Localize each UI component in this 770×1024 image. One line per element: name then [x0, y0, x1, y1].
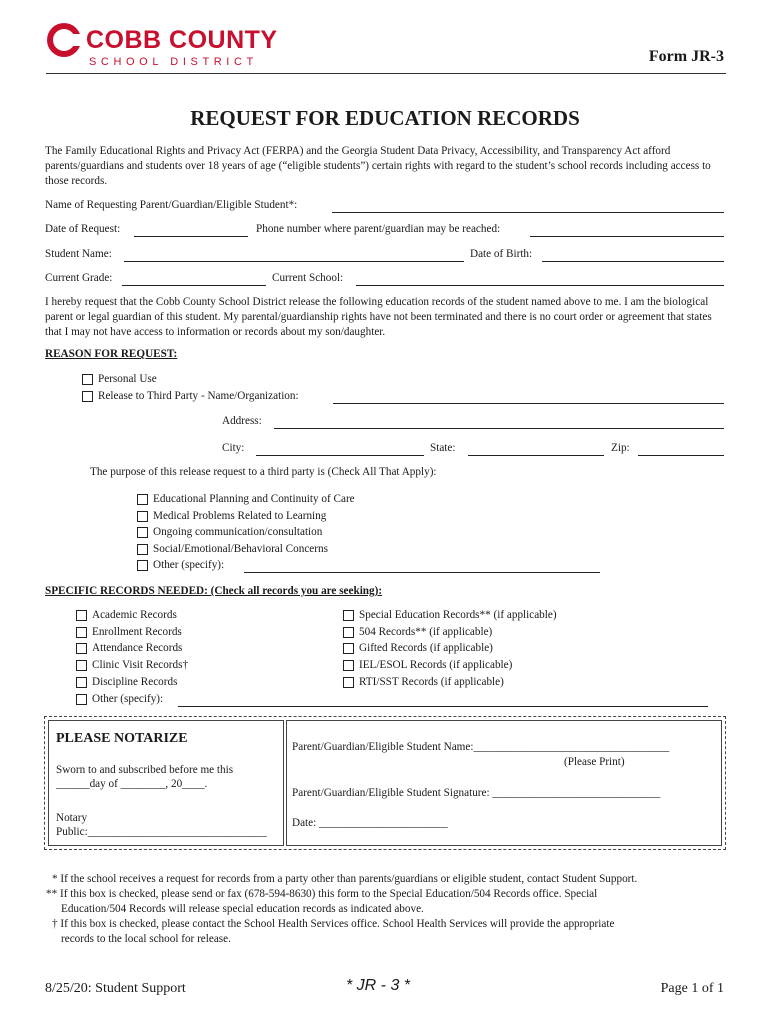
parent-name-field[interactable]: Parent/Guardian/Eligible Student Name:___________________________________	[292, 741, 670, 753]
third-party-input[interactable]	[333, 403, 724, 404]
purpose-label: Other (specify):	[153, 559, 225, 571]
school-input[interactable]	[356, 285, 724, 286]
record-label: IEL/ESOL Records (if applicable)	[359, 659, 513, 671]
request-statement: I hereby request that the Cobb County School District release the following education records of the student named above to me. I am the biological parent or legal guardian of this student. My parental/guardianship rights have not been terminated and there is no court order or agreement that states that I may not have access to information or records about my son/daughter.	[45, 296, 712, 338]
notarize-heading: PLEASE NOTARIZE	[56, 731, 188, 746]
record-label: Attendance Records	[92, 642, 183, 654]
date-field[interactable]: Date: _______________________	[292, 817, 448, 829]
purpose-label: Medical Problems Related to Learning	[153, 510, 327, 522]
sworn-text: Sworn to and subscribed before me this	[56, 764, 234, 776]
record-label: RTI/SST Records (if applicable)	[359, 676, 504, 688]
zip-input[interactable]	[638, 455, 724, 456]
personal-use-checkbox[interactable]	[82, 374, 93, 385]
purpose-label: Social/Emotional/Behavioral Concerns	[153, 543, 328, 555]
record-label: 504 Records** (if applicable)	[359, 626, 493, 638]
address-label: Address:	[222, 415, 262, 427]
record-checkbox[interactable]	[343, 610, 354, 621]
city-input[interactable]	[256, 455, 424, 456]
purpose-checkbox[interactable]	[137, 494, 148, 505]
footer-page-number: Page 1 of 1	[660, 981, 724, 996]
sworn-date-text: ______day of ________, 20____.	[56, 778, 208, 790]
footnote-double-star: ** If this box is checked, please send or fax (678-594-8630) this form to the Special Education/504 Records office. Special	[46, 888, 598, 900]
date-of-request-input[interactable]	[134, 236, 248, 237]
purpose-label: Ongoing communication/consultation	[153, 526, 323, 538]
record-checkbox[interactable]	[343, 677, 354, 688]
reason-heading: REASON FOR REQUEST:	[45, 348, 178, 360]
requester-input[interactable]	[332, 212, 724, 213]
footnote-dagger: † If this box is checked, please contact the School Health Services office. School Health Services will provide the appropriate	[52, 918, 615, 930]
purpose-checkbox[interactable]	[137, 544, 148, 555]
record-other-input[interactable]	[178, 706, 708, 707]
notary-label: Notary	[56, 812, 88, 824]
intro-paragraph: The Family Educational Rights and Privacy Act (FERPA) and the Georgia Student Data Privacy, Accessibility, and Transparency Act afford parents/guardians and students over 18 years of age (“eligible students”) certain rights with regard to the student’s school records including access to those records.	[45, 145, 711, 187]
purpose-checkbox[interactable]	[137, 511, 148, 522]
state-input[interactable]	[468, 455, 604, 456]
signature-field[interactable]: Parent/Guardian/Eligible Student Signature: ______________________________	[292, 787, 661, 799]
record-label: Gifted Records (if applicable)	[359, 642, 493, 654]
record-checkbox[interactable]	[76, 660, 87, 671]
record-label: Enrollment Records	[92, 626, 182, 638]
record-checkbox[interactable]	[343, 643, 354, 654]
student-name-label: Student Name:	[45, 248, 112, 260]
purpose-prompt: The purpose of this release request to a third party is (Check All That Apply):	[90, 466, 437, 478]
phone-input[interactable]	[530, 236, 724, 237]
dob-input[interactable]	[542, 261, 724, 262]
notary-public-field[interactable]: Public:________________________________	[56, 826, 267, 838]
purpose-checkbox[interactable]	[137, 527, 148, 538]
record-checkbox[interactable]	[76, 627, 87, 638]
record-checkbox[interactable]	[76, 643, 87, 654]
phone-label: Phone number where parent/guardian may be reached:	[256, 223, 501, 235]
purpose-other-input[interactable]	[244, 572, 600, 573]
grade-input[interactable]	[122, 285, 266, 286]
footer-left: 8/25/20: Student Support	[45, 981, 186, 996]
page-title: REQUEST FOR EDUCATION RECORDS	[190, 106, 580, 130]
record-label: Discipline Records	[92, 676, 178, 688]
address-input[interactable]	[274, 428, 724, 429]
footnote-star: * If the school receives a request for records from a party other than parents/guardians or eligible student, contact Student Support.	[52, 873, 638, 885]
student-name-input[interactable]	[124, 261, 464, 262]
record-checkbox[interactable]	[343, 660, 354, 671]
city-label: City:	[222, 442, 245, 454]
school-label: Current School:	[272, 272, 344, 284]
records-heading: SPECIFIC RECORDS NEEDED: (Check all records you are seeking):	[45, 585, 383, 597]
third-party-checkbox[interactable]	[82, 391, 93, 402]
state-label: State:	[430, 442, 456, 454]
grade-label: Current Grade:	[45, 272, 113, 284]
record-label: Academic Records	[92, 609, 177, 621]
personal-use-label: Personal Use	[98, 373, 157, 385]
logo-subtitle: SCHOOL DISTRICT	[89, 56, 258, 68]
purpose-checkbox[interactable]	[137, 560, 148, 571]
form-id: Form JR-3	[648, 48, 724, 65]
header-rule	[46, 73, 726, 74]
record-checkbox[interactable]	[76, 677, 87, 688]
third-party-label: Release to Third Party - Name/Organization:	[98, 390, 299, 402]
record-checkbox[interactable]	[343, 627, 354, 638]
record-label: Special Education Records** (if applicable)	[359, 609, 557, 621]
date-of-request-label: Date of Request:	[45, 223, 121, 235]
footnote-dagger-cont: records to the local school for release.	[61, 933, 231, 945]
zip-label: Zip:	[611, 442, 630, 454]
record-checkbox[interactable]	[76, 610, 87, 621]
footnote-double-star-cont: Education/504 Records will release special education records as indicated above.	[61, 903, 424, 915]
requester-label: Name of Requesting Parent/Guardian/Eligible Student*:	[45, 199, 298, 211]
record-label: Other (specify):	[92, 693, 164, 705]
record-label: Clinic Visit Records†	[92, 659, 189, 671]
purpose-label: Educational Planning and Continuity of Care	[153, 493, 355, 505]
logo-title: COBB COUNTY	[86, 26, 278, 54]
record-checkbox[interactable]	[76, 694, 87, 705]
footer-center: * JR - 3 *	[346, 977, 411, 994]
dob-label: Date of Birth:	[470, 248, 533, 260]
please-print-note: (Please Print)	[564, 756, 625, 768]
